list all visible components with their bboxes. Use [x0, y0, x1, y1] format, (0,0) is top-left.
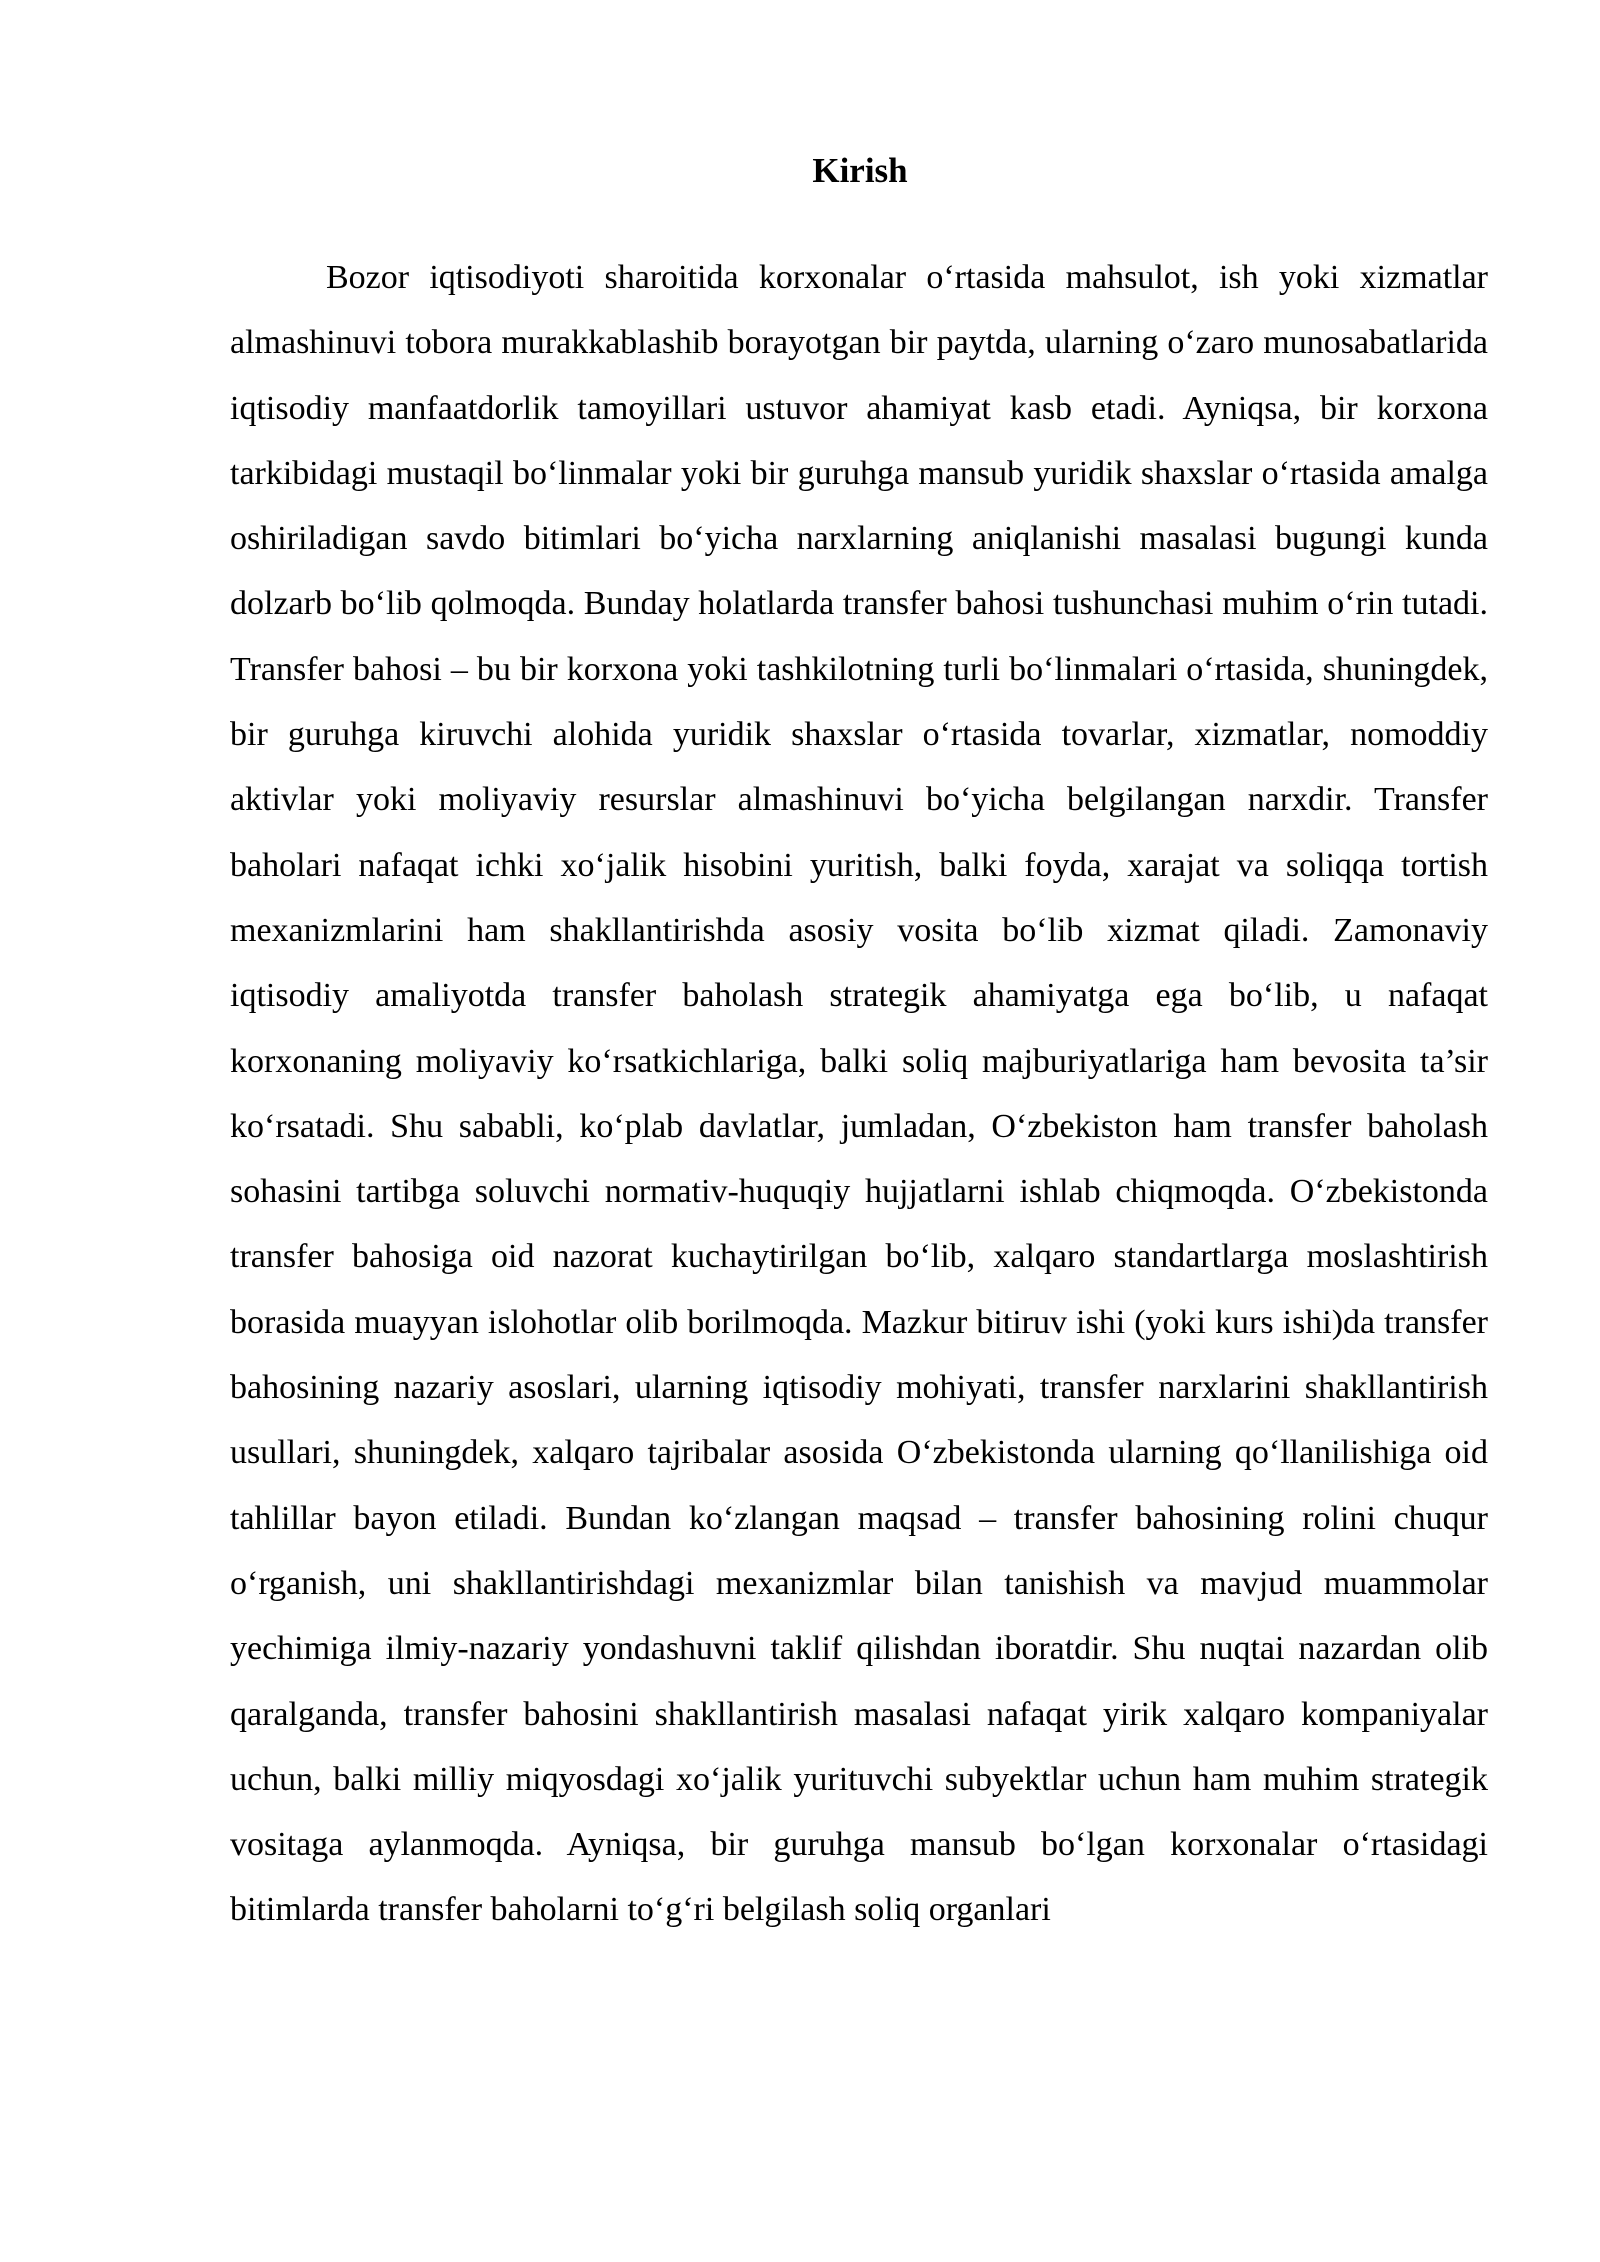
body-paragraph: Bozor iqtisodiyoti sharoitida korxonalar o‘rtasida mahsulot, ish yoki xizmatlar almashinuvi tobora murakkablashib borayotgan bir paytda, ularning o‘zaro munosabatlarida iqtisodiy manfaatdorlik tamoyillari ustuvor ahamiyat kasb etadi. Ayniqsa, bir korxona tarkibidagi mustaqil bo‘linmalar yoki bir guruhga mansub yuridik shaxslar o‘rtasida amalga oshiriladigan savdo bitimlari bo‘yicha narxlarning aniqlanishi masalasi bugungi kunda dolzarb bo‘lib qolmoqda. Bunday holatlarda transfer bahosi tushunchasi muhim o‘rin tutadi. Transfer bahosi – bu bir korxona yoki tashkilotning turli bo‘linmalari o‘rtasida, shuningdek, bir guruhga kiruvchi alohida yuridik shaxslar o‘rtasida tovarlar, xizmatlar, nomoddiy aktivlar yoki moliyaviy resurslar almashinuvi bo‘yicha belgilangan narxdir. Transfer baholari nafaqat ichki xo‘jalik hisobini yuritish, balki foyda, xarajat va soliqqa tortish mexanizmlarini ham shakllantirishda asosiy vosita bo‘lib xizmat qiladi. Zamonaviy iqtisodiy amaliyotda transfer baholash strategik ahamiyatga ega bo‘lib, u nafaqat korxonaning moliyaviy ko‘rsatkichlariga, balki soliq majburiyatlariga ham bevosita ta’sir ko‘rsatadi. Shu sababli, ko‘plab davlatlar, jumladan, O‘zbekiston ham transfer baholash sohasini tartibga soluvchi normativ-huquqiy hujjatlarni ishlab chiqmoqda. O‘zbekistonda transfer bahosiga oid nazorat kuchaytirilgan bo‘lib, xalqaro standartlarga moslashtirish borasida muayyan islohotlar olib borilmoqda. Mazkur bitiruv ishi (yoki kurs ishi)da transfer bahosining nazariy asoslari, ularning iqtisodiy mohiyati, transfer narxlarini shakllantirish usullari, shuningdek, xalqaro tajribalar asosida O‘zbekistonda ularning qo‘llanilishiga oid tahlillar bayon etiladi. Bundan ko‘zlangan maqsad – transfer bahosining rolini chuqur o‘rganish, uni shakllantirishdagi mexanizmlar bilan tanishish va mavjud muammolar yechimiga ilmiy-nazariy yondashuvni taklif qilishdan iboratdir. Shu nuqtai nazardan olib qaralganda, transfer bahosini shakllantirish masalasi nafaqat yirik xalqaro kompaniyalar uchun, balki milliy miqyosdagi xo‘jalik yurituvchi subyektlar uchun ham muhim strategik vositaga aylanmoqda. Ayniqsa, bir guruhga mansub bo‘lgan korxonalar o‘rtasidagi bitimlarda transfer baholarni to‘g‘ri belgilash soliq organlari [230, 259, 1488, 1929]
section-title: Kirish [812, 151, 908, 190]
